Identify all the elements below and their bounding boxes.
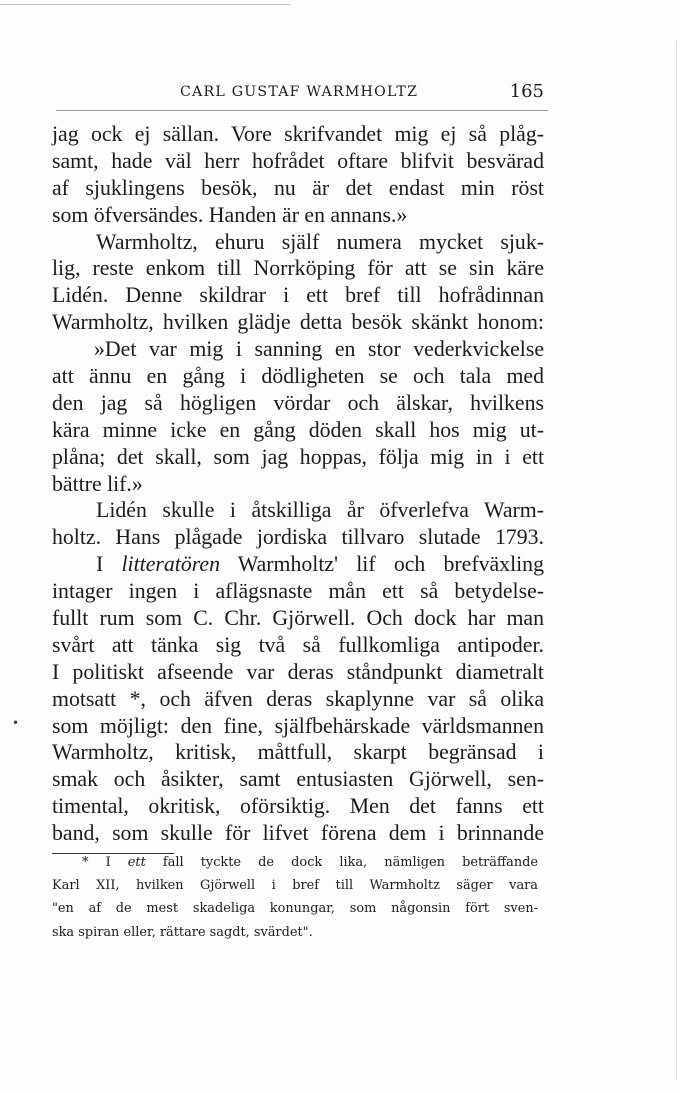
text-line: motsatt *, och äfven deras skaplynne var så olika xyxy=(52,686,544,711)
text-run: I xyxy=(96,552,122,577)
text-line: holtz. Hans plågade jordiska tillvaro slutade 1793. xyxy=(52,525,544,550)
footnote-line: Karl XII, hvilken Gjörwell i bref till Warmholtz säger vara xyxy=(52,878,538,894)
italic-term: ett xyxy=(127,855,146,870)
paragraph-start-line xyxy=(52,551,544,578)
text-line: som möjligt: den fine, själfbehärskade världsmannen xyxy=(52,713,544,738)
margin-mark: • xyxy=(12,716,20,730)
page-right-edge xyxy=(676,40,677,1080)
text-line: svårt att tänka sig två så fullkomliga antipoder. xyxy=(52,632,544,657)
footnote-line xyxy=(52,851,538,874)
body-text xyxy=(52,121,544,847)
text-line: timental, okritisk, oförsiktig. Men det fanns ett xyxy=(52,794,544,819)
text-line: kära minne icke en gång döden skall hos mig ut- xyxy=(52,417,544,442)
paragraph-start-line: Warmholtz, ehuru själf numera mycket sjuk- xyxy=(96,229,544,254)
text-line: som öfversändes. Handen är en annans.» xyxy=(52,202,408,227)
italic-term: litteratören xyxy=(121,552,220,577)
text-line: jag ock ej sällan. Vore skrifvandet mig ej så plåg- xyxy=(52,122,544,146)
footnote-line: ska spiran eller, rättare sagdt, svärdet". xyxy=(52,924,313,940)
text-line: smak och åsikter, samt entusiasten Gjörwell, sen- xyxy=(52,767,544,792)
footnote xyxy=(52,851,538,944)
text-line: Lidén. Denne skildrar i ett bref till hofrådinnan xyxy=(52,283,544,308)
text-line: lig, reste enkom till Norrköping för att se sin käre xyxy=(52,256,544,281)
text-run: Warmholtz' lif och brefväxling xyxy=(219,552,544,577)
text-line: samt, hade väl herr hofrådet oftare blifvit besvärad xyxy=(52,148,544,173)
text-line: intager ingen i aflägsnaste mån ett så betydelse- xyxy=(52,579,544,604)
text-line: af sjuklingens besök, nu är det endast min röst xyxy=(52,175,544,200)
text-line: band, som skulle för lifvet förena dem i brinnande xyxy=(52,821,544,846)
footnote-marker: * I xyxy=(82,855,128,870)
paragraph-start-line: Lidén skulle i åtskilliga år öfverlefva Warm- xyxy=(96,498,544,523)
header-rule xyxy=(56,110,548,111)
running-header xyxy=(52,81,544,108)
text-line: fullt rum som C. Chr. Gjörwell. Och dock har man xyxy=(52,606,544,631)
footnote-line: "en af de mest skadeliga konungar, som någonsin fört sven- xyxy=(52,901,538,917)
text-line: bättre lif.» xyxy=(52,471,143,496)
page-number: 165 xyxy=(509,81,544,102)
top-edge-rule xyxy=(0,4,290,5)
text-line: plåna; det skall, som jag hoppas, följa mig in i ett xyxy=(52,444,544,469)
text-line: den jag så högligen vördar och älskar, hvilkens xyxy=(52,390,544,415)
text-line: I politiskt afseende var deras ståndpunkt diametralt xyxy=(52,659,544,684)
text-line: att ännu en gång i dödligheten se och tala med xyxy=(52,364,544,389)
text-line: Warmholtz, kritisk, måttfull, skarpt begränsad i xyxy=(52,740,544,765)
quote-start-line: »Det var mig i sanning en stor vederkvickelse xyxy=(94,337,544,362)
running-title: CARL GUSTAF WARMHOLTZ xyxy=(180,84,419,100)
text-line: Warmholtz, hvilken glädje detta besök skänkt honom: xyxy=(52,310,544,335)
text-run: fall tyckte de dock lika, nämligen beträffande xyxy=(145,855,539,870)
